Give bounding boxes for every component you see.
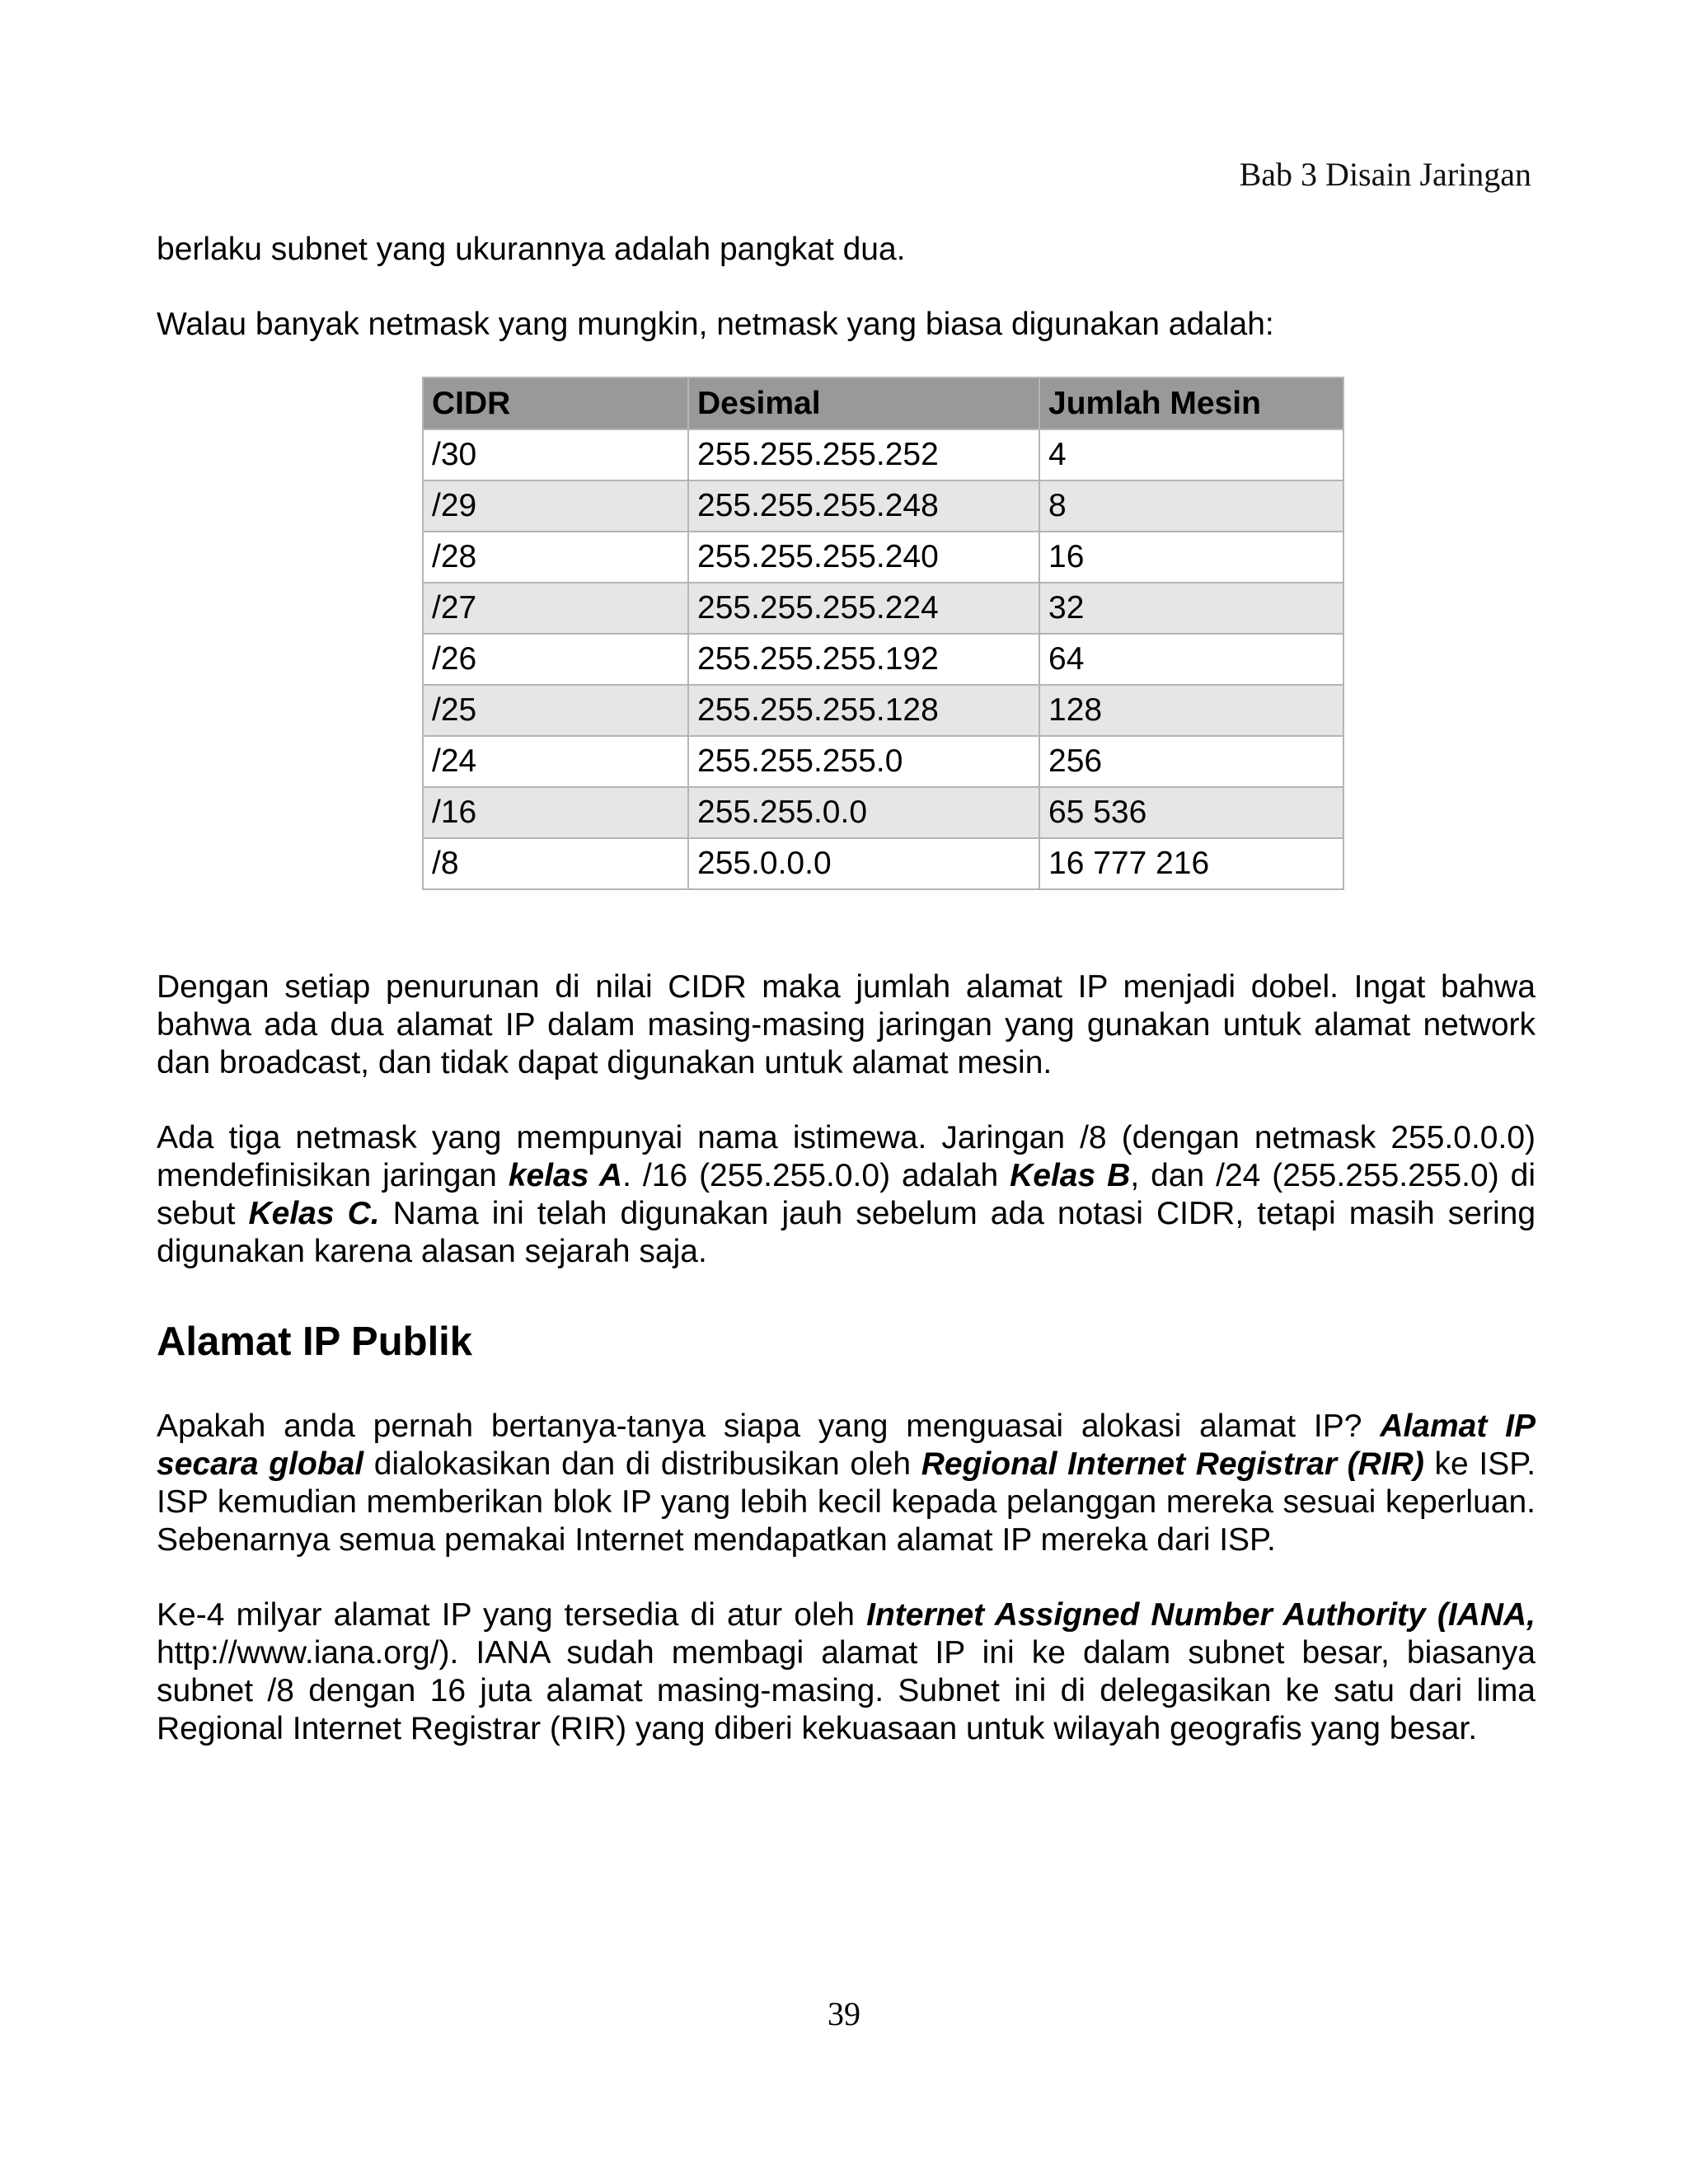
table-row bbox=[423, 838, 1343, 889]
jumlah-mesin-cell: 32 bbox=[1039, 583, 1343, 634]
desimal-cell: 255.0.0.0 bbox=[688, 838, 1039, 889]
table-row bbox=[423, 634, 1343, 685]
text-run: dialokasikan dan di distribusikan oleh bbox=[363, 1446, 921, 1482]
text-run: Ada tiga netmask yang mempunyai nama istimewa. Jaringan /8 (dengan netmask 255.0.0.0) mendefinisikan jaringan bbox=[157, 1120, 1536, 1193]
paragraph-ip-allocation bbox=[157, 1408, 1536, 1559]
cidr-cell: /29 bbox=[423, 480, 688, 532]
section-heading: Alamat IP Publik bbox=[157, 1319, 473, 1364]
table-row bbox=[423, 685, 1343, 736]
column-header-cidr: CIDR bbox=[423, 377, 688, 429]
column-header-jumlah-mesin: Jumlah Mesin bbox=[1039, 377, 1343, 429]
table-row bbox=[423, 480, 1343, 532]
page-content bbox=[157, 231, 1536, 1748]
desimal-cell: 255.255.0.0 bbox=[688, 787, 1039, 838]
cidr-cell: /28 bbox=[423, 532, 688, 583]
cidr-cell: /30 bbox=[423, 429, 688, 480]
jumlah-mesin-cell: 64 bbox=[1039, 634, 1343, 685]
jumlah-mesin-cell: 8 bbox=[1039, 480, 1343, 532]
desimal-cell: 255.255.255.0 bbox=[688, 736, 1039, 787]
running-header: Bab 3 Disain Jaringan bbox=[1239, 156, 1531, 193]
text-run: Apakah anda pernah bertanya-tanya siapa yang menguasai alokasi alamat IP? bbox=[157, 1408, 1381, 1444]
cidr-cell: /16 bbox=[423, 787, 688, 838]
intro-line-1: berlaku subnet yang ukurannya adalah pangkat dua. bbox=[157, 232, 906, 267]
text-run: , dan /24 (255.255.255.0) di sebut bbox=[157, 1158, 1536, 1231]
desimal-cell: 255.255.255.240 bbox=[688, 532, 1039, 583]
jumlah-mesin-cell: 65 536 bbox=[1039, 787, 1343, 838]
netmask-table bbox=[422, 377, 1344, 890]
cidr-cell: /27 bbox=[423, 583, 688, 634]
cidr-cell: /8 bbox=[423, 838, 688, 889]
emphasis-kelas-a: kelas A bbox=[508, 1158, 623, 1193]
intro-line-2: Walau banyak netmask yang mungkin, netmask yang biasa digunakan adalah: bbox=[157, 307, 1274, 342]
paragraph-iana bbox=[157, 1596, 1536, 1748]
emphasis-rir: Regional Internet Registrar (RIR) bbox=[921, 1446, 1424, 1482]
desimal-cell: 255.255.255.192 bbox=[688, 634, 1039, 685]
text-run: Ke-4 milyar alamat IP yang tersedia di atur oleh bbox=[157, 1597, 867, 1633]
desimal-cell: 255.255.255.128 bbox=[688, 685, 1039, 736]
table-row bbox=[423, 583, 1343, 634]
table-row bbox=[423, 429, 1343, 480]
desimal-cell: 255.255.255.248 bbox=[688, 480, 1039, 532]
desimal-cell: 255.255.255.224 bbox=[688, 583, 1039, 634]
text-run: . /16 (255.255.0.0) adalah bbox=[622, 1158, 1010, 1193]
table-header-row bbox=[423, 377, 1343, 429]
emphasis-iana: Internet Assigned Number Authority (IANA, bbox=[866, 1597, 1536, 1633]
table-row bbox=[423, 532, 1343, 583]
jumlah-mesin-cell: 4 bbox=[1039, 429, 1343, 480]
column-header-desimal: Desimal bbox=[688, 377, 1039, 429]
text-run: Nama ini telah digunakan jauh sebelum ada notasi CIDR, tetapi masih sering digunakan karena alasan sejarah saja. bbox=[157, 1196, 1536, 1269]
text-run: ke ISP. ISP kemudian memberikan blok IP yang lebih kecil kepada pelanggan mereka sesuai keperluan. Sebenarnya semua pemakai Internet mendapatkan alamat IP mereka dari ISP. bbox=[157, 1446, 1536, 1558]
table-row bbox=[423, 736, 1343, 787]
jumlah-mesin-cell: 16 777 216 bbox=[1039, 838, 1343, 889]
paragraph-cidr-doubling: Dengan setiap penurunan di nilai CIDR maka jumlah alamat IP menjadi dobel. Ingat bahwa bahwa ada dua alamat IP dalam masing-masing jaringan yang gunakan untuk alamat network dan broadcast, dan tidak dapat digunakan untuk alamat mesin. bbox=[157, 969, 1536, 1080]
cidr-cell: /25 bbox=[423, 685, 688, 736]
jumlah-mesin-cell: 16 bbox=[1039, 532, 1343, 583]
emphasis-kelas-c: Kelas C. bbox=[248, 1196, 380, 1231]
paragraph-netmask-classes bbox=[157, 1119, 1536, 1271]
jumlah-mesin-cell: 256 bbox=[1039, 736, 1343, 787]
desimal-cell: 255.255.255.252 bbox=[688, 429, 1039, 480]
emphasis-kelas-b: Kelas B bbox=[1010, 1158, 1131, 1193]
page-number: 39 bbox=[828, 1995, 860, 2032]
cidr-cell: /26 bbox=[423, 634, 688, 685]
cidr-cell: /24 bbox=[423, 736, 688, 787]
emphasis-alamat-ip-global: Alamat IP secara global bbox=[157, 1408, 1536, 1482]
text-run: http://www.iana.org/). IANA sudah membagi alamat IP ini ke dalam subnet besar, biasanya subnet /8 dengan 16 juta alamat masing-masing. Subnet ini di delegasikan ke satu dari lima Regional Internet Registrar (RIR) yang diberi kekuasaan untuk wilayah geografis yang besar. bbox=[157, 1635, 1536, 1746]
table-row bbox=[423, 787, 1343, 838]
jumlah-mesin-cell: 128 bbox=[1039, 685, 1343, 736]
